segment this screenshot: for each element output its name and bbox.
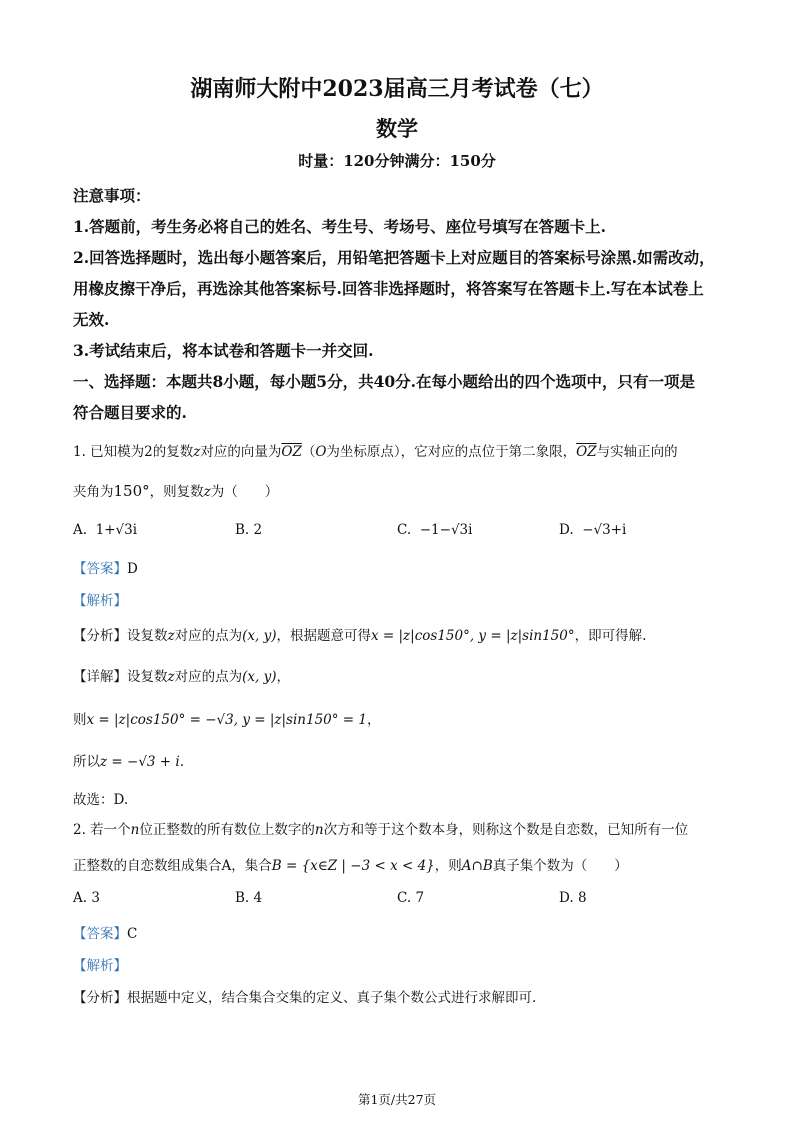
notice-item-3: 3.考试结束后，将本试卷和答题卡一并交回. [73, 341, 374, 360]
q2-option-d: D. 8 [559, 890, 587, 906]
notice-item-2-line-3: 无效. [73, 310, 110, 329]
q1-option-d: D. −√3+i [559, 522, 627, 538]
q2-option-c: C. 7 [397, 890, 425, 906]
q2-option-b: B. 4 [235, 890, 263, 906]
q1-var-z: z [193, 444, 201, 460]
section-1-heading-line-1: 一、选择题：本题共8小题，每小题5分，共40分.在每小题给出的四个选项中，只有一项是 [73, 372, 696, 391]
notice-item-2-line-1: 2.回答选择题时，选出每小题答案后，用铅笔把答题卡上对应题目的答案标号涂黑.如需改动， [73, 248, 715, 267]
q1-answer: 【答案】D [73, 561, 138, 577]
notice-heading: 注意事项： [73, 186, 151, 205]
q2-analysis-tag: 【解析】 [73, 958, 127, 974]
notice-item-2-line-2: 用橡皮擦干净后，再选涂其他答案标号.回答非选择题时，将答案写在答题卡上.写在本试卷上 [73, 279, 704, 298]
q2-stem-line-1: 2. 若一个n位正整数的所有数位上数字的n次方和等于这个数本身，则称这个数是自恋数，已知所有一位 [73, 822, 689, 838]
q1-text: （ [301, 444, 316, 460]
subject-title: 数学 [376, 116, 418, 141]
section-1-heading-line-2: 符合题目要求的. [73, 403, 187, 422]
notice-item-1: 1.答题前，考生务必将自己的姓名、考生号、考场号、座位号填写在答题卡上. [73, 217, 607, 236]
q1-angle: 150° [113, 482, 150, 500]
q2-answer: 【答案】C [73, 926, 138, 942]
q1-derivation: 则x = |z|cos150° = −√3, y = |z|sin150° = 1， [73, 712, 381, 728]
q1-text: 与实轴正向的 [596, 444, 678, 460]
q1-option-c: C. −1−√3i [397, 522, 473, 538]
q1-vector-oz: $\overline{OZ}$ [281, 444, 302, 460]
q2-option-a: A. 3 [73, 890, 100, 906]
q1-option-a: A. 1+√3i [73, 522, 138, 538]
q1-text: 夹角为 [73, 484, 114, 500]
q1-stem-line-1 [73, 440, 733, 460]
q1-analysis-tag: 【解析】 [73, 593, 127, 609]
q2-fenxi: 【分析】根据题中定义，结合集合交集的定义、真子集个数公式进行求解即可. [73, 990, 537, 1006]
q2-stem-line-2: 正整数的自恋数组成集合A，集合B = {x∈Z | −3 < x < 4}，则A∩B真子集个数为（ ） [73, 858, 628, 874]
q1-text: ，则复数 [149, 484, 204, 500]
q1-final-choice: 故选：D. [73, 792, 129, 808]
q1-xiangjie: 【详解】设复数z对应的点为(x, y)， [73, 669, 290, 685]
q1-var-z: z [203, 484, 211, 500]
q1-var-o: O [315, 444, 327, 460]
q1-result: 所以z = −√3 + i. [73, 754, 185, 770]
q1-text: 1. 已知模为2的复数 [73, 444, 194, 460]
page-title: 湖南师大附中2023届高三月考试卷（七） [190, 76, 604, 102]
q1-fenxi: 【分析】设复数z对应的点为(x, y)，根据题意可得x = |z|cos150°, y = |z|sin150°，即可得解. [73, 628, 647, 644]
q1-text: 为（ ） [210, 484, 279, 500]
q1-text: 为坐标原点），它对应的点位于第二象限， [326, 444, 577, 460]
time-score-info: 时量：120分钟满分：150分 [298, 152, 496, 170]
q1-option-b: B. 2 [235, 522, 263, 538]
q1-text: 对应的向量为 [200, 444, 282, 460]
page-number: 第1页/共27页 [357, 1092, 437, 1107]
q1-stem-line-2 [73, 480, 733, 500]
q1-vector-oz: $\overline{OZ}$ [576, 444, 597, 460]
